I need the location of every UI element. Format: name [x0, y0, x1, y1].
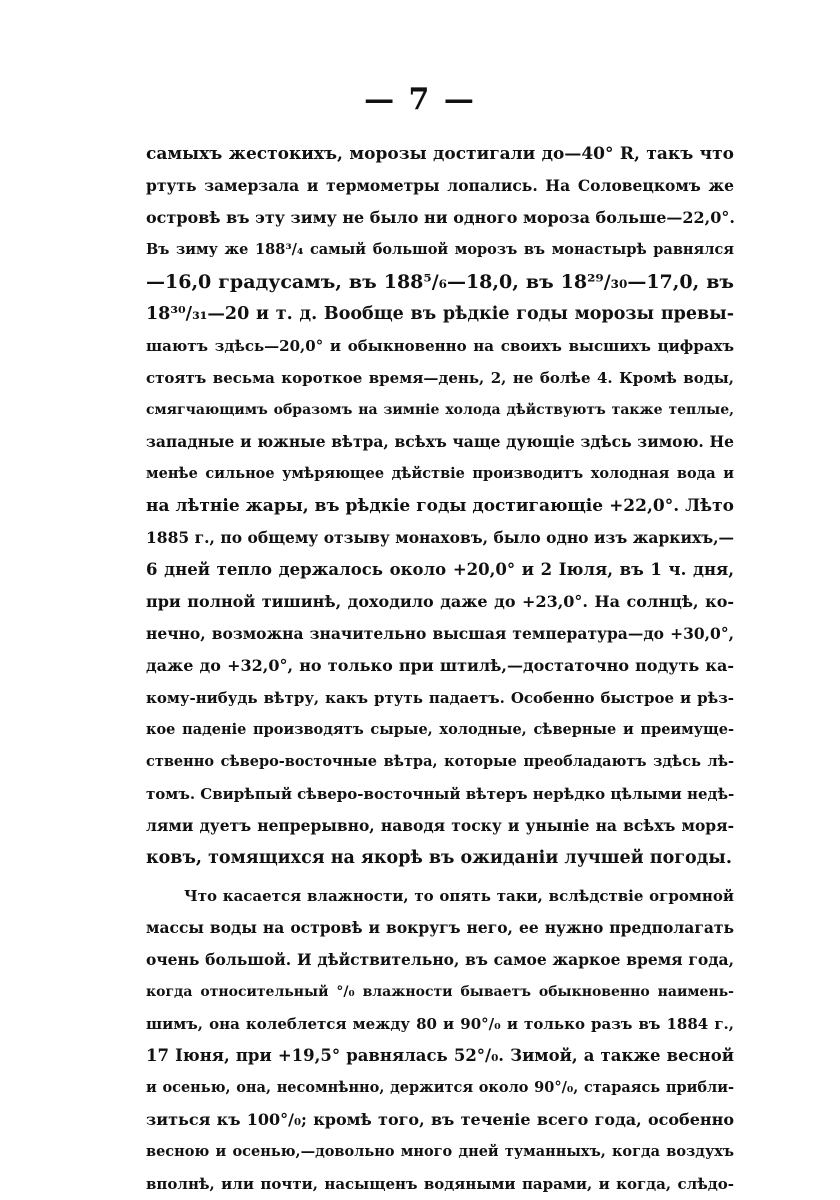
text-line: весною и осенью,—довольно много дней туманныхъ, когда воздухъ — [146, 1143, 734, 1160]
text-line: и осенью, она, несомнѣнно, держится около 90°/₀, стараясь прибли- — [146, 1079, 734, 1096]
text-line: ковъ, томящихся на якорѣ въ ожиданіи лучшей погоды. — [146, 848, 732, 868]
text-line: менѣе сильное умѣряющее дѣйствіе производитъ холодная вода и — [146, 465, 734, 482]
text-line: нечно, возможна значительно высшая температура—до +30,0°, — [146, 624, 734, 643]
text-line: массы воды на островѣ и вокругъ него, ее нужно предполагать — [146, 918, 734, 937]
text-line: когда относительный °/₀ влажности бываетъ обыкновенно наимень- — [146, 984, 734, 1000]
text-line: очень большой. И дѣйствительно, въ самое жаркое время года, — [146, 950, 734, 969]
text-line: стоятъ весьма короткое время—день, 2, не болѣе 4. Кромѣ воды, — [146, 369, 734, 387]
text-line: вполнѣ, или почти, насыщенъ водяными парами, и когда, слѣдо- — [146, 1175, 734, 1193]
text-line: зиться къ 100°/₀; кромѣ того, въ теченіе всего года, особенно — [146, 1110, 734, 1129]
paragraph — [146, 880, 734, 1200]
text-line: при полной тишинѣ, доходило даже до +23,0°. На солнцѣ, ко- — [146, 592, 734, 611]
text-line: 6 дней тепло держалось около +20,0° и 2 Іюля, въ 1 ч. дня, — [146, 560, 734, 579]
text-line: ртуть замерзала и термометры лопались. На Соловецкомъ же — [146, 176, 734, 195]
page-number: — 7 — — [364, 82, 476, 117]
text-line: ственно сѣверо-восточные вѣтра, которые преобладаютъ здѣсь лѣ- — [146, 753, 734, 770]
text-line: Въ зиму же 188³/₄ самый большой морозъ въ монастырѣ равнялся — [146, 241, 734, 258]
body-text — [146, 138, 734, 1200]
text-line: томъ. Свирѣпый сѣверо-восточный вѣтеръ нерѣдко цѣлыми недѣ- — [146, 785, 735, 803]
text-line: кому-нибудь вѣтру, какъ ртуть падаетъ. Особенно быстрое и рѣз- — [146, 689, 734, 707]
text-line: 1885 г., по общему отзыву монаховъ, было одно изъ жаркихъ,— — [146, 528, 734, 547]
text-line: даже до +32,0°, но только при штилѣ,—достаточно подуть ка- — [146, 656, 734, 675]
text-line: кое паденіе производятъ сырые, холодные, сѣверные и преимуще- — [146, 721, 734, 738]
text-line: шимъ, она колеблется между 80 и 90°/₀ и только разъ въ 1884 г., — [146, 1015, 734, 1033]
text-line: островѣ въ эту зиму не было ни одного мороза больше—22,0°. — [146, 208, 735, 227]
text-line: смягчающимъ образомъ на зимніе холода дѣйствуютъ также теплые, — [146, 402, 734, 418]
text-line: на лѣтніе жары, въ рѣдкіе годы достигающіе +22,0°. Лѣто — [146, 496, 734, 516]
paragraph — [146, 138, 734, 874]
text-line: самыхъ жестокихъ, морозы достигали до—40° R, такъ что — [146, 144, 734, 164]
text-line: 17 Іюня, при +19,5° равнялась 52°/₀. Зимой, а также весной — [146, 1046, 734, 1065]
text-line: западные и южные вѣтра, всѣхъ чаще дующіе здѣсь зимою. Не — [146, 432, 734, 451]
text-line: шаютъ здѣсь—20,0° и обыкновенно на своихъ высшихъ цифрахъ — [146, 337, 734, 355]
text-line: лями дуетъ непрерывно, наводя тоску и уныніе на всѣхъ моря- — [146, 816, 734, 835]
text-line: —16,0 градусамъ, въ 188⁵/₆—18,0, въ 18²⁹/₃₀—17,0, въ — [146, 271, 734, 293]
text-line: 18³⁰/₃₁—20 и т. д. Вообще въ рѣдкіе годы морозы превы- — [146, 304, 734, 324]
text-line: Что касается влажности, то опять таки, вслѣдствіе огромной — [184, 887, 734, 905]
